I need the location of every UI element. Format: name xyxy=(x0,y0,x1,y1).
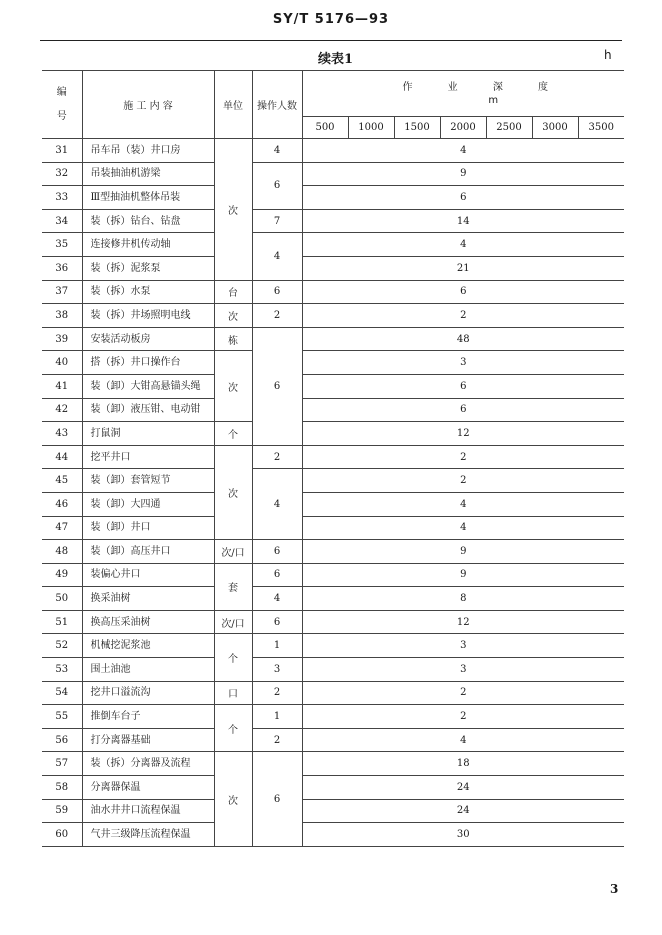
row-number: 38 xyxy=(42,304,82,328)
row-number: 35 xyxy=(42,233,82,257)
header-workers: 操作人数 xyxy=(252,71,302,139)
row-workers: 4 xyxy=(252,587,302,611)
table-row xyxy=(42,681,624,705)
row-number: 41 xyxy=(42,374,82,398)
depth-col: 3500 xyxy=(578,117,624,139)
header-number: 编 号 xyxy=(42,71,82,139)
row-number: 43 xyxy=(42,422,82,446)
row-number: 56 xyxy=(42,728,82,752)
row-workers: 4 xyxy=(252,233,302,280)
table-row xyxy=(42,374,624,398)
row-unit: 次/口 xyxy=(214,540,252,564)
row-number: 45 xyxy=(42,469,82,493)
row-workers: 2 xyxy=(252,304,302,328)
row-hours: 21 xyxy=(302,256,624,280)
row-hours: 9 xyxy=(302,563,624,587)
row-workers: 3 xyxy=(252,658,302,682)
row-hours: 6 xyxy=(302,186,624,210)
row-workers: 2 xyxy=(252,728,302,752)
table-row xyxy=(42,469,624,493)
row-hours: 3 xyxy=(302,351,624,375)
table-row xyxy=(42,658,624,682)
row-content: 装（拆）分离器及流程 xyxy=(82,752,214,776)
row-workers: 6 xyxy=(252,540,302,564)
row-hours: 12 xyxy=(302,610,624,634)
row-content: 分离器保温 xyxy=(82,776,214,800)
row-hours: 30 xyxy=(302,823,624,847)
row-content: 装（卸）大钳高悬锚头绳 xyxy=(82,374,214,398)
row-content: 推倒车台子 xyxy=(82,705,214,729)
standard-code: SY/T 5176—93 xyxy=(272,12,390,27)
row-workers: 4 xyxy=(252,139,302,163)
row-hours: 6 xyxy=(302,374,624,398)
table-row xyxy=(42,398,624,422)
table-row xyxy=(42,280,624,304)
row-number: 57 xyxy=(42,752,82,776)
row-content: 装偏心井口 xyxy=(82,563,214,587)
row-number: 37 xyxy=(42,280,82,304)
row-number: 46 xyxy=(42,492,82,516)
depth-col: 1000 xyxy=(348,117,394,139)
row-content: 换采油树 xyxy=(82,587,214,611)
row-content: 机械挖泥浆池 xyxy=(82,634,214,658)
row-content: 换高压采油树 xyxy=(82,610,214,634)
row-unit: 次/口 xyxy=(214,610,252,634)
header-content: 施 工 内 容 xyxy=(82,71,214,139)
row-content: 装（拆）水泵 xyxy=(82,280,214,304)
header-unit: 单位 xyxy=(214,71,252,139)
row-unit: 次 xyxy=(214,351,252,422)
row-content: 挖平井口 xyxy=(82,445,214,469)
table-row xyxy=(42,233,624,257)
row-number: 49 xyxy=(42,563,82,587)
row-workers: 6 xyxy=(252,280,302,304)
row-number: 34 xyxy=(42,209,82,233)
row-content: 连接修井机传动轴 xyxy=(82,233,214,257)
row-unit: 次 xyxy=(214,304,252,328)
row-hours: 9 xyxy=(302,162,624,186)
row-hours: 4 xyxy=(302,728,624,752)
row-number: 52 xyxy=(42,634,82,658)
row-workers: 6 xyxy=(252,327,302,445)
row-content: 围土油池 xyxy=(82,658,214,682)
table-row xyxy=(42,540,624,564)
row-hours: 3 xyxy=(302,658,624,682)
row-content: 装（卸）高压井口 xyxy=(82,540,214,564)
row-number: 58 xyxy=(42,776,82,800)
row-hours: 12 xyxy=(302,422,624,446)
row-workers: 2 xyxy=(252,681,302,705)
table-row xyxy=(42,823,624,847)
row-content: 吊装抽油机游梁 xyxy=(82,162,214,186)
row-number: 59 xyxy=(42,799,82,823)
row-content: 打分离器基础 xyxy=(82,728,214,752)
table-row xyxy=(42,351,624,375)
table-row xyxy=(42,610,624,634)
row-content: 装（拆）泥浆泵 xyxy=(82,256,214,280)
time-unit: h xyxy=(604,48,612,62)
row-content: 装（拆）钻台、钻盘 xyxy=(82,209,214,233)
table-row xyxy=(42,327,624,351)
row-unit: 栋 xyxy=(214,327,252,351)
row-hours: 2 xyxy=(302,469,624,493)
row-number: 47 xyxy=(42,516,82,540)
table-row xyxy=(42,139,624,163)
row-hours: 4 xyxy=(302,516,624,540)
depth-col: 500 xyxy=(302,117,348,139)
row-content: 吊车吊（装）井口房 xyxy=(82,139,214,163)
depth-col: 1500 xyxy=(394,117,440,139)
row-unit: 次 xyxy=(214,752,252,846)
row-content: 打鼠洞 xyxy=(82,422,214,446)
row-hours: 2 xyxy=(302,705,624,729)
row-unit: 个 xyxy=(214,422,252,446)
row-content: 装（卸）液压钳、电动钳 xyxy=(82,398,214,422)
depth-col: 2000 xyxy=(440,117,486,139)
row-content: 挖井口溢流沟 xyxy=(82,681,214,705)
table-row xyxy=(42,256,624,280)
row-unit: 套 xyxy=(214,563,252,610)
row-unit: 台 xyxy=(214,280,252,304)
row-hours: 4 xyxy=(302,492,624,516)
row-number: 44 xyxy=(42,445,82,469)
row-hours: 3 xyxy=(302,634,624,658)
table-row xyxy=(42,492,624,516)
table-row xyxy=(42,445,624,469)
table-row xyxy=(42,752,624,776)
row-number: 54 xyxy=(42,681,82,705)
table-row xyxy=(42,563,624,587)
row-unit: 次 xyxy=(214,139,252,281)
row-unit: 口 xyxy=(214,681,252,705)
row-workers: 1 xyxy=(252,705,302,729)
table-row xyxy=(42,634,624,658)
row-content: 油水井井口流程保温 xyxy=(82,799,214,823)
row-unit: 个 xyxy=(214,705,252,752)
table-row xyxy=(42,422,624,446)
row-number: 55 xyxy=(42,705,82,729)
row-content: 气井三级降压流程保温 xyxy=(82,823,214,847)
row-content: 安装活动板房 xyxy=(82,327,214,351)
row-content: 装（拆）井场照明电线 xyxy=(82,304,214,328)
table-row xyxy=(42,186,624,210)
header-rule xyxy=(40,40,622,41)
table-row xyxy=(42,728,624,752)
row-hours: 48 xyxy=(302,327,624,351)
row-number: 39 xyxy=(42,327,82,351)
row-unit: 次 xyxy=(214,445,252,539)
row-number: 33 xyxy=(42,186,82,210)
row-hours: 18 xyxy=(302,752,624,776)
table-row xyxy=(42,304,624,328)
depth-col: 3000 xyxy=(532,117,578,139)
row-content: Ⅲ型抽油机整体吊装 xyxy=(82,186,214,210)
row-content: 装（卸）井口 xyxy=(82,516,214,540)
row-number: 36 xyxy=(42,256,82,280)
row-content: 装（卸）大四通 xyxy=(82,492,214,516)
row-workers: 6 xyxy=(252,162,302,209)
row-number: 40 xyxy=(42,351,82,375)
row-content: 搭（拆）井口操作台 xyxy=(82,351,214,375)
table-row xyxy=(42,209,624,233)
table-caption: 续表1 xyxy=(318,52,354,67)
row-hours: 6 xyxy=(302,398,624,422)
row-number: 51 xyxy=(42,610,82,634)
row-hours: 2 xyxy=(302,304,624,328)
row-workers: 4 xyxy=(252,469,302,540)
row-workers: 6 xyxy=(252,752,302,846)
depth-col: 2500 xyxy=(486,117,532,139)
row-hours: 6 xyxy=(302,280,624,304)
row-hours: 24 xyxy=(302,776,624,800)
row-number: 50 xyxy=(42,587,82,611)
row-hours: 2 xyxy=(302,681,624,705)
row-hours: 4 xyxy=(302,139,624,163)
table-row xyxy=(42,799,624,823)
row-hours: 9 xyxy=(302,540,624,564)
table-row xyxy=(42,705,624,729)
row-workers: 7 xyxy=(252,209,302,233)
row-workers: 6 xyxy=(252,563,302,587)
row-number: 53 xyxy=(42,658,82,682)
row-content: 装（卸）套管短节 xyxy=(82,469,214,493)
table-row xyxy=(42,776,624,800)
row-workers: 2 xyxy=(252,445,302,469)
table-row xyxy=(42,587,624,611)
row-workers: 6 xyxy=(252,610,302,634)
row-number: 42 xyxy=(42,398,82,422)
row-number: 60 xyxy=(42,823,82,847)
header-depth: 作 业 深 度 m xyxy=(302,71,624,117)
page-number: 3 xyxy=(610,882,619,896)
row-number: 32 xyxy=(42,162,82,186)
row-hours: 8 xyxy=(302,587,624,611)
row-workers: 1 xyxy=(252,634,302,658)
row-hours: 14 xyxy=(302,209,624,233)
row-number: 48 xyxy=(42,540,82,564)
row-unit: 个 xyxy=(214,634,252,681)
work-hours-table xyxy=(42,70,624,847)
row-number: 31 xyxy=(42,139,82,163)
row-hours: 2 xyxy=(302,445,624,469)
row-hours: 4 xyxy=(302,233,624,257)
row-hours: 24 xyxy=(302,799,624,823)
table-row xyxy=(42,162,624,186)
table-row xyxy=(42,516,624,540)
